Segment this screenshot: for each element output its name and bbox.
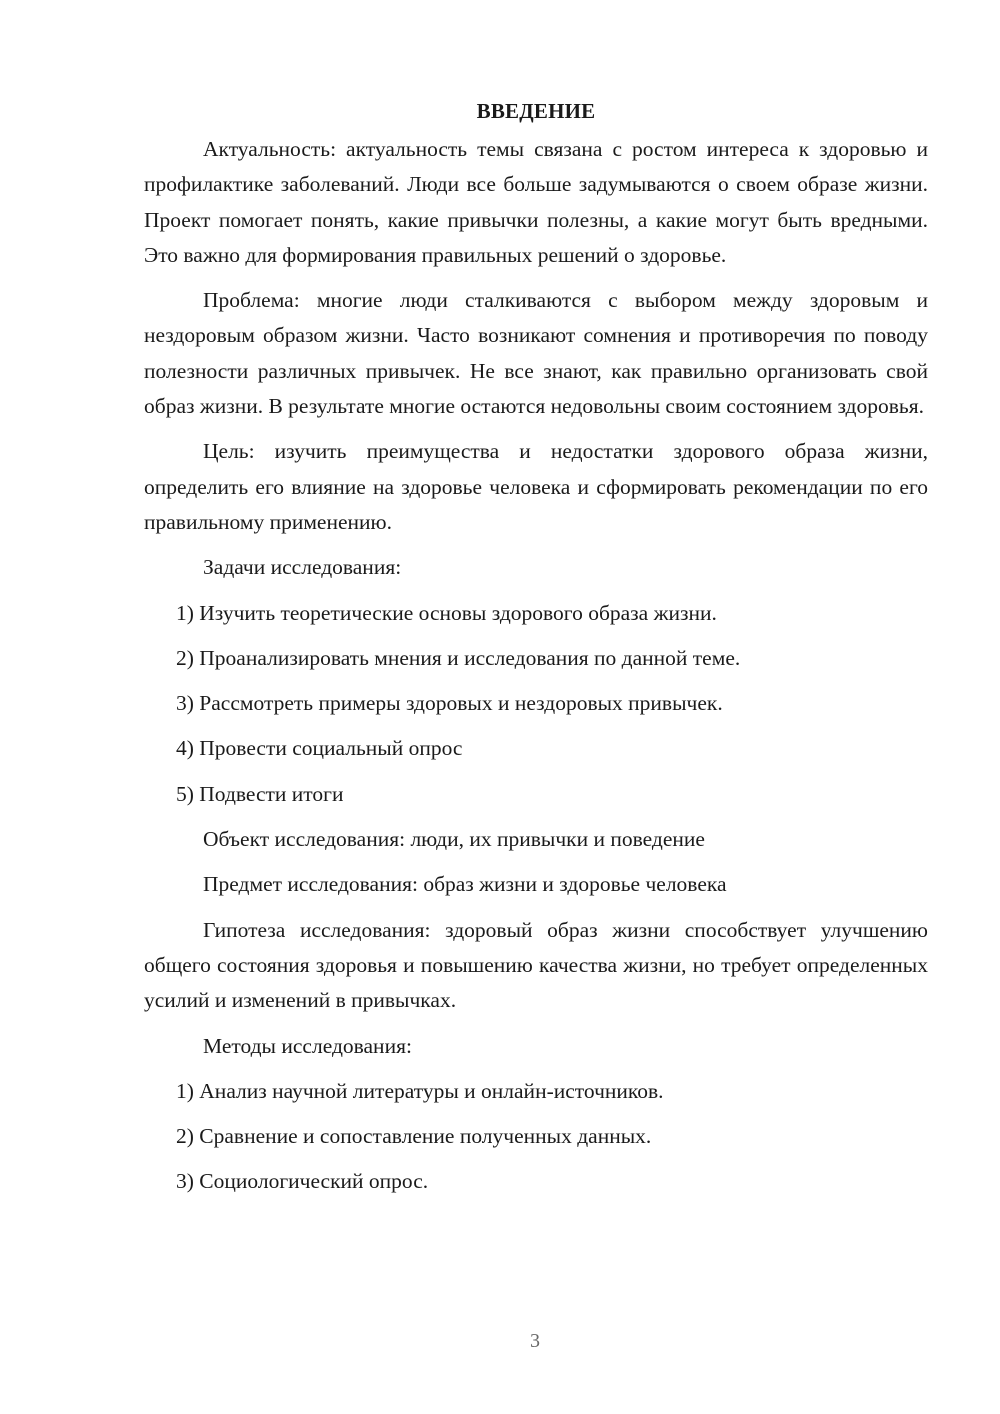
list-item: 3) Социологический опрос.	[176, 1169, 429, 1194]
list-item: 1) Анализ научной литературы и онлайн-источников.	[176, 1078, 664, 1103]
section-heading: ВВЕДЕНИЕ	[476, 99, 596, 123]
methods-title: Методы исследования:	[203, 1033, 412, 1058]
page-content	[144, 94, 928, 1200]
page-number: 3	[530, 1330, 540, 1352]
list-item: 1) Изучить теоретические основы здорового образа жизни.	[176, 600, 717, 625]
tasks-list	[144, 596, 928, 812]
list-item: 2) Проанализировать мнения и исследования по данной теме.	[176, 645, 741, 670]
list-item: 2) Сравнение и сопоставление полученных данных.	[176, 1124, 652, 1149]
list-item: 3) Рассмотреть примеры здоровых и нездоровых привычек.	[176, 691, 723, 716]
list-item: 5) Подвести итоги	[176, 781, 344, 806]
goal-paragraph: Цель: изучить преимущества и недостатки здорового образа жизни, определить его влияние на здоровье человека и сформировать рекомендации по его правильному применению.	[144, 439, 928, 534]
tasks-title: Задачи исследования:	[203, 555, 402, 580]
subject-line: Предмет исследования: образ жизни и здоровье человека	[203, 872, 727, 897]
relevance-paragraph: Актуальность: актуальность темы связана с ростом интереса к здоровью и профилактике заболеваний. Люди все больше задумываются о своем образе жизни. Проект помогает понять, какие привычки полезны, а какие могут быть вредными. Это важно для формирования правильных решений о здоровье.	[144, 137, 928, 267]
object-line: Объект исследования: люди, их привычки и поведение	[203, 827, 705, 852]
methods-list	[144, 1074, 928, 1200]
hypothesis-paragraph: Гипотеза исследования: здоровый образ жизни способствует улучшению общего состояния здоровья и повышению качества жизни, но требует определенных усилий и изменений в привычках.	[144, 917, 928, 1013]
problem-paragraph: Проблема: многие люди сталкиваются с выбором между здоровым и нездоровым образом жизни. Часто возникают сомнения и противоречия по поводу полезности различных привычек. Не все знают, как правильно организовать свой образ жизни. В результате многие остаются недовольны своим состоянием здоровья.	[144, 288, 928, 419]
list-item: 4) Провести социальный опрос	[176, 736, 463, 761]
